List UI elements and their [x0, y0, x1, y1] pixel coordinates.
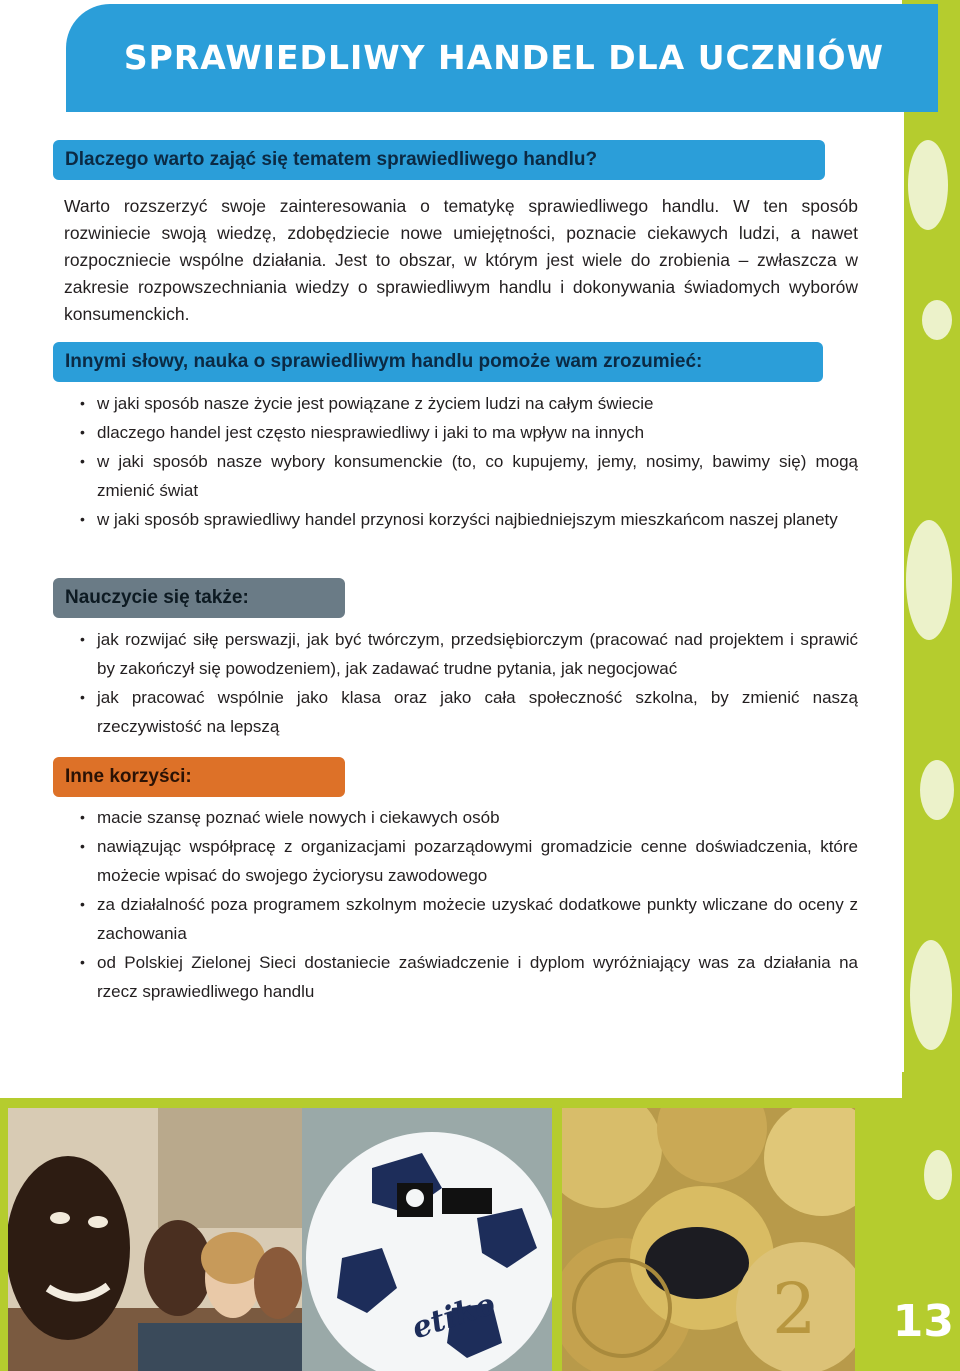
section-heading-understand: Innymi słowy, nauka o sprawiedliwym handlu pomoże wam zrozumieć: [53, 342, 823, 382]
section-heading-benefits: Inne korzyści: [53, 757, 345, 797]
list-item: • w jaki sposób nasze życie jest powiązane z życiem ludzi na całym świecie [80, 389, 858, 418]
list-item: • za działalność poza programem szkolnym możecie uzyskać dodatkowe punkty wliczane do oceny z zachowania [80, 890, 858, 948]
list-item: • jak rozwijać siłę perswazji, jak być twórczym, przedsiębiorczym (pracować nad projektem i sprawić by zakończył się powodzeniem), jak zadawać trudne pytania, jak negocjować [80, 625, 858, 683]
list-item: • od Polskiej Zielonej Sieci dostaniecie zaświadczenie i dyplom wyróżniający was za działania na rzecz sprawiedliwego handlu [80, 948, 858, 1006]
page-header [66, 4, 938, 112]
section-heading-learn: Nauczycie się także: [53, 578, 345, 618]
coins-photo [562, 1108, 855, 1371]
page-title: SPRAWIEDLIWY HANDEL DLA UCZNIÓW [123, 38, 884, 77]
understand-list [80, 389, 858, 534]
list-item: • jak pracować wspólnie jako klasa oraz jako cała społeczność szkolna, by zmienić naszą rzeczywistość na lepszą [80, 683, 858, 741]
svg-text:2: 2 [772, 1268, 817, 1350]
page-number: 13 [892, 1296, 954, 1347]
list-item: • w jaki sposób sprawiedliwy handel przynosi korzyści najbiedniejszym mieszkańcom naszej planety [80, 505, 858, 534]
section-heading-why: Dlaczego warto zająć się tematem sprawiedliwego handlu? [53, 140, 825, 180]
list-item: • dlaczego handel jest często niesprawiedliwy i jaki to ma wpływ na innych [80, 418, 858, 447]
list-item: • w jaki sposób nasze wybory konsumenckie (to, co kupujemy, jemy, nosimy, bawimy się) mogą zmienić świat [80, 447, 858, 505]
list-item: • macie szansę poznać wiele nowych i ciekawych osób [80, 803, 858, 832]
ball-brand-label: etiko [407, 1286, 500, 1347]
learn-list [80, 625, 858, 741]
list-item: • nawiązując współpracę z organizacjami pozarządowymi gromadzicie cenne doświadczenia, które możecie wpisać do swojego życiorysu zawodowego [80, 832, 858, 890]
photo-strip [0, 1098, 904, 1371]
decorative-side-strip [902, 0, 960, 1371]
benefits-list [80, 803, 858, 1006]
students-photo [8, 1108, 302, 1371]
intro-paragraph: Warto rozszerzyć swoje zainteresowania o tematykę sprawiedliwego handlu. W ten sposób rozwiniecie swoją wiedzę, zdobędziecie nowe umiejętności, poznacie ciekawych ludzi, a nawet rozpoczniecie wspólne działania. Jest to obszar, w którym jest wiele do zrobienia – zwłaszcza w zakresie rozpowszechniania wiedzy o sprawiedliwym handlu i dokonywania świadomych wyborów konsumenckich. [64, 196, 858, 324]
football-photo [302, 1108, 552, 1371]
